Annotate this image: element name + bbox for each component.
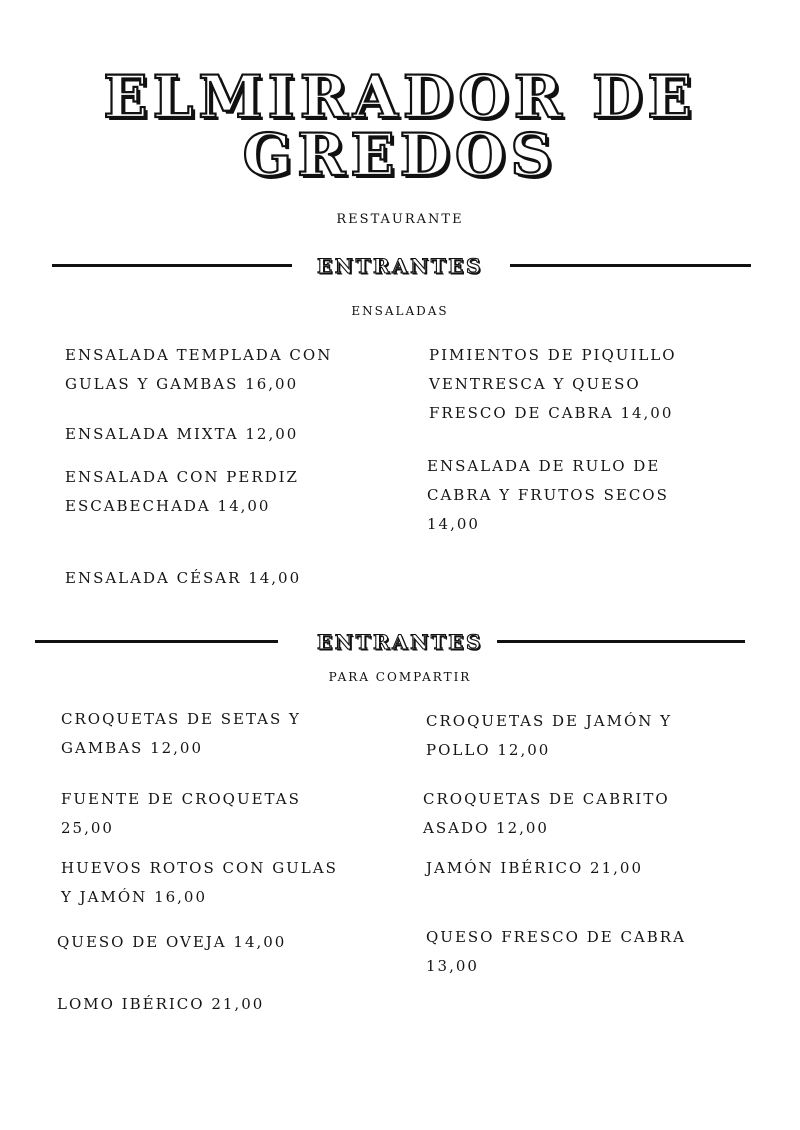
section-divider-right <box>510 264 751 267</box>
menu-item-line: CROQUETAS DE CABRITO <box>423 790 670 808</box>
menu-item <box>423 785 670 843</box>
menu-item-line: JAMÓN IBÉRICO 21,00 <box>426 859 643 877</box>
menu-item-line: ASADO 12,00 <box>423 819 549 837</box>
menu-item <box>65 463 299 521</box>
menu-item <box>427 452 669 539</box>
menu-item-line: ENSALADA CÉSAR 14,00 <box>65 569 302 587</box>
menu-item-line: FUENTE DE CROQUETAS <box>61 790 301 808</box>
menu-item-line: LOMO IBÉRICO 21,00 <box>57 995 265 1013</box>
menu-item-line: PIMIENTOS DE PIQUILLO <box>429 346 677 364</box>
menu-item <box>61 785 301 843</box>
section-subtitle-para-compartir: PARA COMPARTIR <box>328 670 472 684</box>
menu-item-line: 25,00 <box>61 819 114 837</box>
menu-item-line: 14,00 <box>427 515 480 533</box>
menu-item-line: GAMBAS 12,00 <box>61 739 204 757</box>
menu-item-line: HUEVOS ROTOS CON GULAS <box>61 859 338 877</box>
menu-item <box>61 854 338 912</box>
menu-item-line: VENTRESCA Y QUESO <box>429 375 641 393</box>
menu-item <box>429 341 677 428</box>
restaurant-title-line-1: ELMIRADOR DE <box>103 63 697 131</box>
menu-item-line: GULAS Y GAMBAS 16,00 <box>65 375 299 393</box>
menu-item-line: ENSALADA TEMPLADA CON <box>65 346 333 364</box>
menu-item-line: QUESO FRESCO DE CABRA <box>426 928 686 946</box>
section-subtitle-ensaladas: ENSALADAS <box>351 304 449 318</box>
menu-item-line: Y JAMÓN 16,00 <box>61 888 208 906</box>
menu-item <box>65 341 332 399</box>
menu-item <box>65 420 298 449</box>
menu-item-line: CROQUETAS DE JAMÓN Y <box>426 712 673 730</box>
menu-item-line: ENSALADA DE RULO DE <box>427 457 661 475</box>
menu-item-line: CROQUETAS DE SETAS Y <box>61 710 301 728</box>
menu-item-line: FRESCO DE CABRA 14,00 <box>429 404 674 422</box>
restaurant-title-line-2: GREDOS <box>242 121 558 189</box>
menu-item-line: 13,00 <box>426 957 479 975</box>
menu-item <box>426 923 686 981</box>
restaurant-subtitle: RESTAURANTE <box>336 212 464 227</box>
menu-item <box>426 854 643 883</box>
menu-item <box>57 928 286 957</box>
menu-item <box>57 990 264 1019</box>
menu-item-line: ESCABECHADA 14,00 <box>65 497 271 515</box>
menu-item-line: CABRA Y FRUTOS SECOS <box>427 486 669 504</box>
section-title-entrantes: ENTRANTES <box>317 254 483 278</box>
menu-item-line: QUESO DE OVEJA 14,00 <box>57 933 287 951</box>
menu-item <box>65 564 301 593</box>
menu-item <box>426 707 672 765</box>
menu-item-line: ENSALADA MIXTA 12,00 <box>65 425 299 443</box>
section-title-entrantes: ENTRANTES <box>317 630 483 654</box>
menu-item-line: POLLO 12,00 <box>426 741 551 759</box>
section-divider-right <box>497 640 745 643</box>
menu-item <box>61 705 301 763</box>
menu-item-line: ENSALADA CON PERDIZ <box>65 468 299 486</box>
